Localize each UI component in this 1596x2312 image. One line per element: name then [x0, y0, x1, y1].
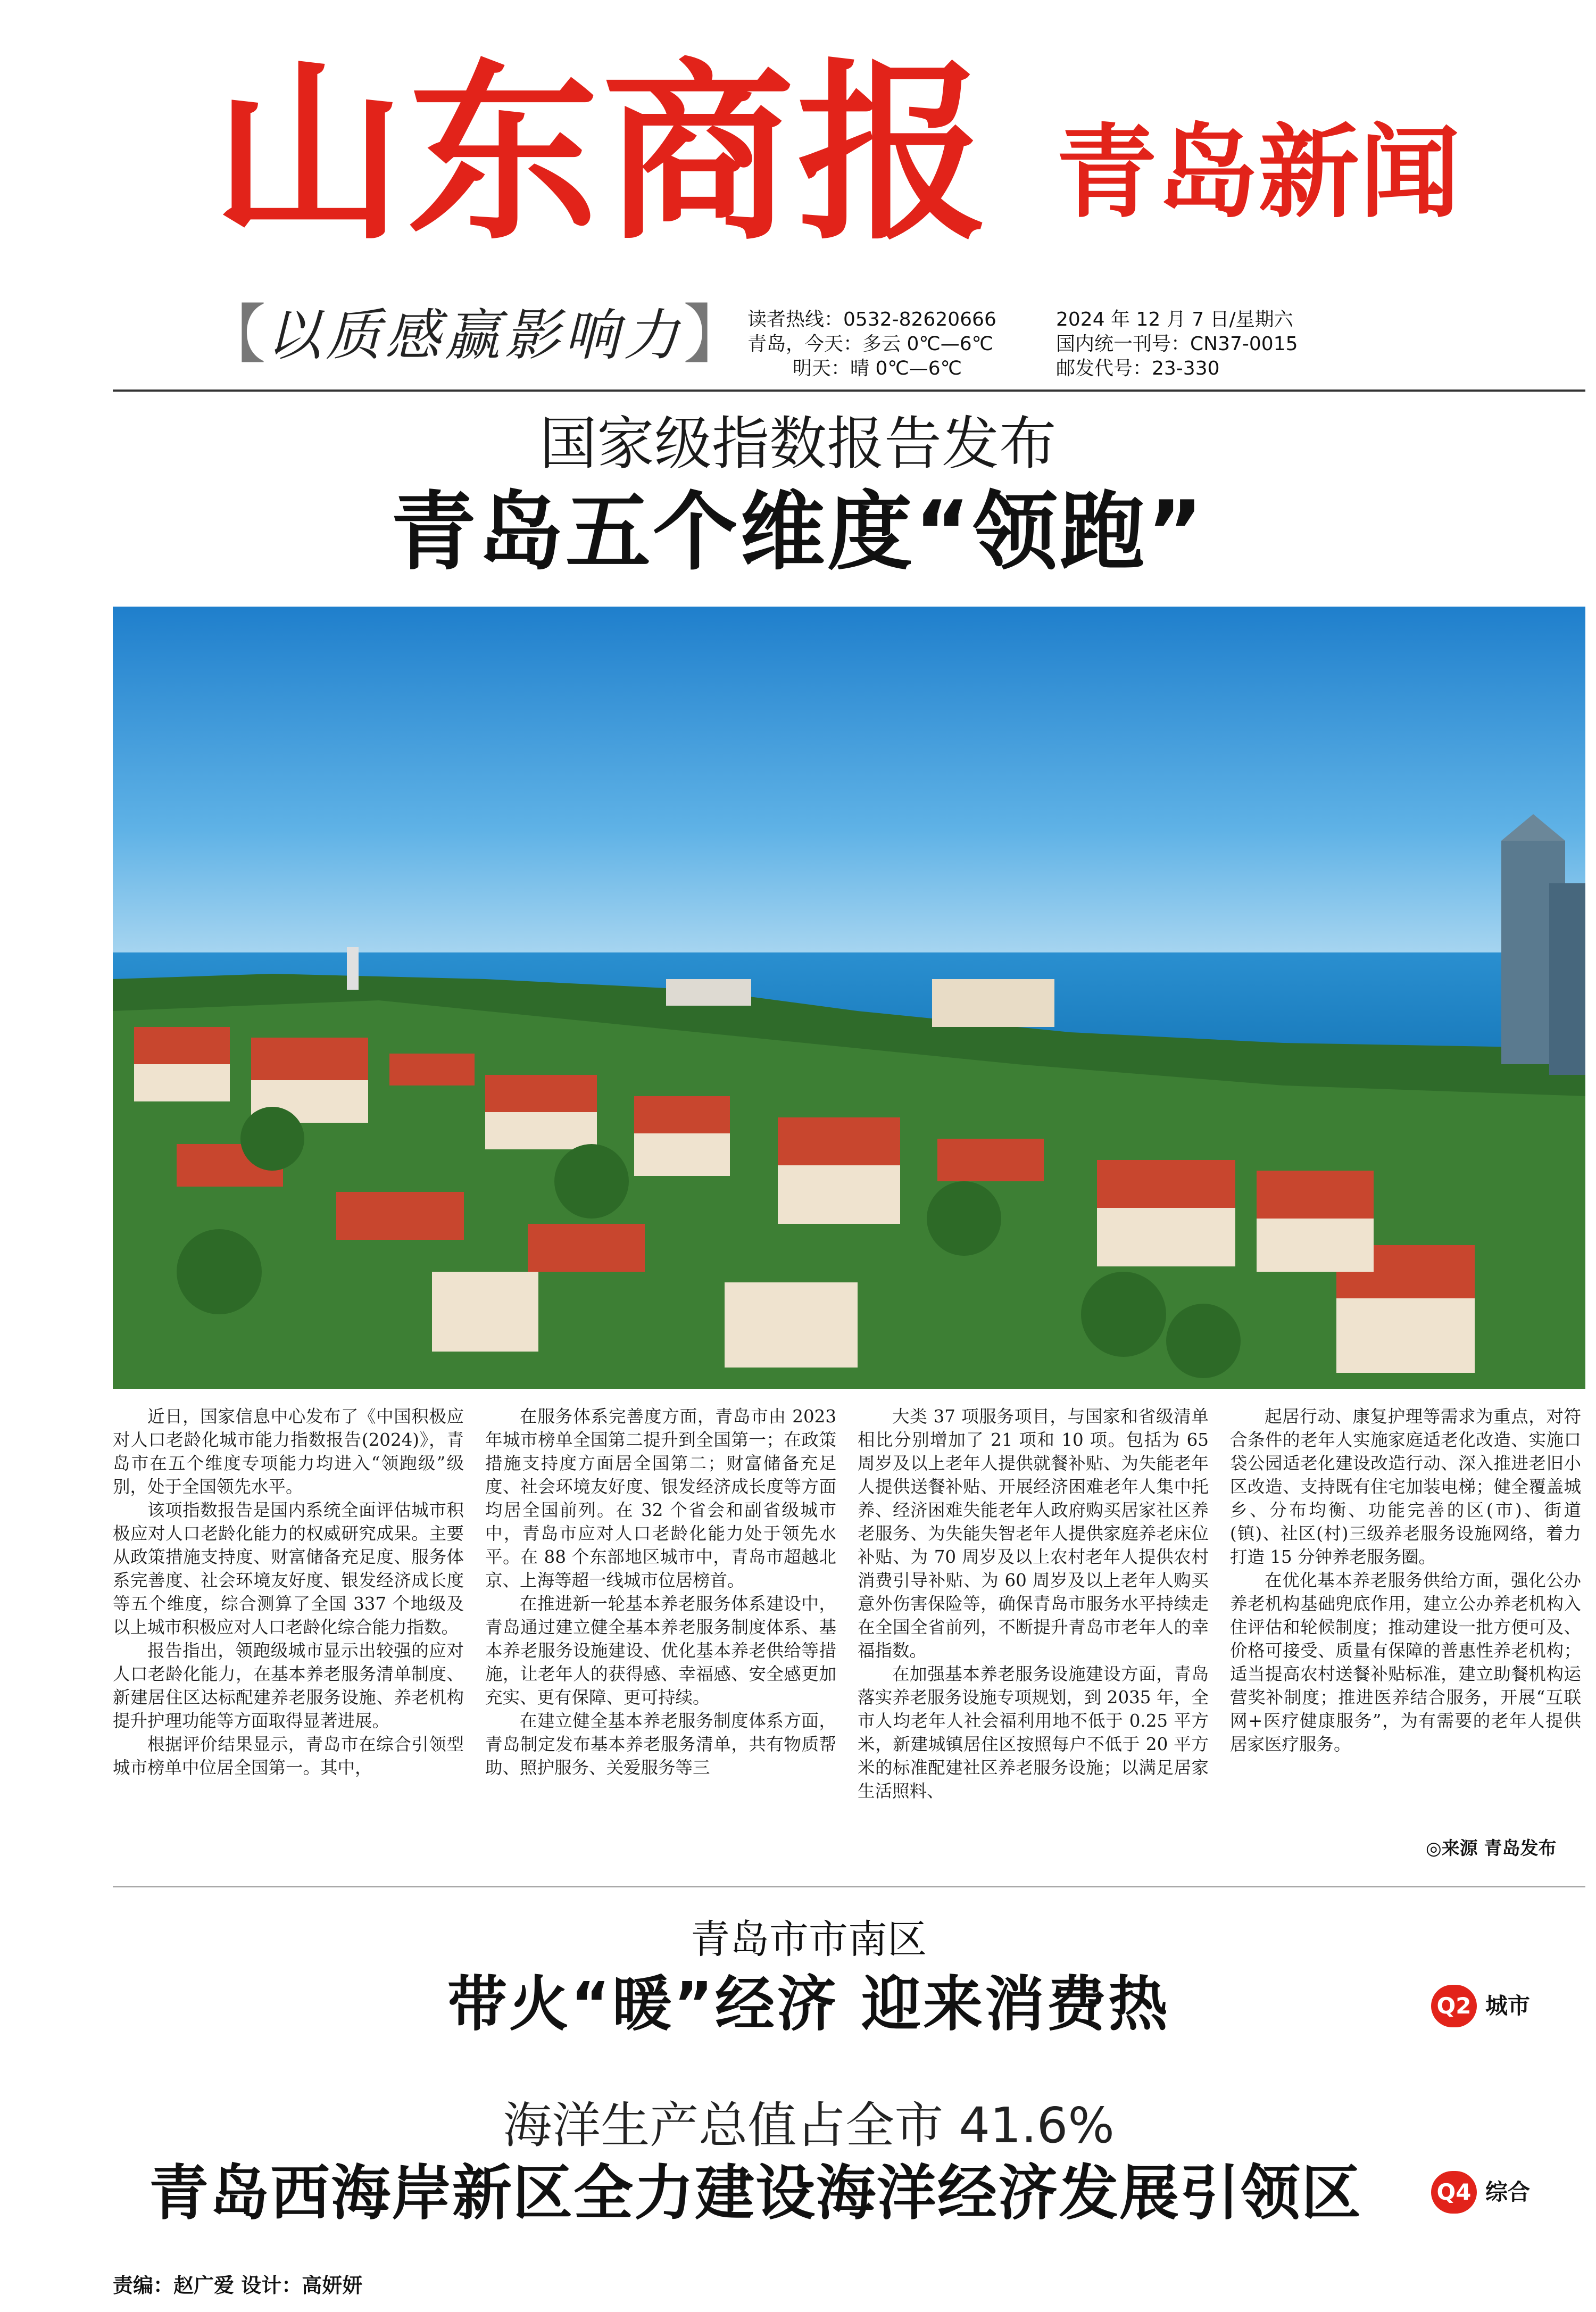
source-credit: ◎来源 青岛发布 [1426, 1838, 1557, 1859]
article-paragraph: 在推进新一轮基本养老服务体系建设中，青岛通过建立健全基本养老服务制度体系、基本养老服务设施建设、优化基本养老供给等措施，让老年人的获得感、幸福感、安全感更加充实、更有保障、更可持续。 [485, 1594, 836, 1708]
issn-code: 国内统一刊号：CN37-0015 [1056, 333, 1298, 355]
reader-hotline: 读者热线：0532-82620666 [747, 309, 996, 330]
article-column-2 [485, 1405, 836, 1884]
lead-kicker: 国家级指数报告发布 [539, 411, 1057, 477]
article-column-3 [858, 1405, 1209, 1884]
postal-code: 邮发代号：23-330 [1056, 358, 1220, 379]
article-paragraph: 在加强基本养老服务设施建设方面，青岛落实养老服务设施专项规划，到 2035 年，全市人均老年人社会福利用地不低于 0.25 平方米，新建城镇居住区按照每户不低于 20 平方米的标准配建社区养老服务设施；以满足居家生活照料、 [858, 1664, 1209, 1801]
teaser-2-kicker[interactable]: 海洋生产总值占全市 41.6% [503, 2097, 1115, 2154]
lead-photo [113, 607, 1585, 1389]
left-bracket-icon: 【 [202, 298, 266, 372]
section-label-general: 综合 [1485, 2179, 1531, 2205]
article-paragraph: 近日，国家信息中心发布了《中国积极应对人口老龄化城市能力指数报告(2024)》，青岛市在五个维度专项能力均进入“领跑级”级别，处于全国领先水平。 [113, 1406, 464, 1497]
article-paragraph: 在优化基本养老服务供给方面，强化公办养老机构基础兜底作用，建立公办养老机构入住评估和轮候制度；推动建设一批方便可及、价格可接受、质量有保障的普惠性养老机构；适当提高农村送餐补贴标准，建立助餐机构运营奖补制度；推进医养结合服务，开展“互联网+医疗健康服务”，为有需要的老年人提供居家医疗服务。 [1230, 1570, 1581, 1754]
article-paragraph: 根据评价结果显示，青岛市在综合引领型城市榜单中位居全国第一。其中， [113, 1734, 464, 1778]
masthead-title: 山东商报 [213, 43, 992, 266]
page-badge-q4[interactable]: Q4 [1431, 2171, 1477, 2214]
issue-date: 2024 年 12 月 7 日/星期六 [1056, 309, 1293, 330]
teaser-1-headline[interactable]: 带火“暖”经济 迎来消费热 [447, 1970, 1170, 2039]
weather-tomorrow: 明天：晴 0℃—6℃ [793, 358, 962, 379]
right-bracket-icon: 】 [683, 298, 747, 372]
article-paragraph: 在服务体系完善度方面，青岛市由 2023 年城市榜单全国第二提升到全国第一；在政策措施支持度方面居全国第二；财富储备充足度、社会环境友好度、银发经济成长度等方面均居全国前列。在 32 个省会和副省级城市中，青岛市应对人口老龄化能力处于领先水平。在 88 个东部地区城市中，青岛市超越北京、上海等超一线城市位居榜首。 [485, 1406, 836, 1590]
article-paragraph: 大类 37 项服务项目，与国家和省级清单相比分别增加了 21 项和 10 项。包括为 65 周岁及以上老年人提供就餐补贴、为失能老年人提供送餐补贴、开展经济困难老年人集中托养、经济困难失能老年人政府购买居家社区养老服务、为失能失智老年人提供家庭养老床位补贴、为 70 周岁及以上农村老年人提供农村消费引导补贴、为 60 周岁及以上老年人购买意外伤害保险等，确保青岛市服务水平持续走在全国全省前列，不断提升青岛市老年人的幸福指数。 [858, 1406, 1209, 1661]
motto-text: 以质感赢影响力 [266, 303, 684, 368]
weather-today: 青岛，今天：多云 0℃—6℃ [747, 333, 994, 355]
editor-credits: 责编：赵广爱 设计：高妍妍 [113, 2274, 363, 2297]
section-label-city: 城市 [1485, 1993, 1531, 2019]
section-divider [113, 1886, 1585, 1887]
lead-headline: 青岛五个维度“领跑” [390, 482, 1206, 582]
masthead-divider [113, 390, 1585, 392]
article-paragraph: 报告指出，领跑级城市显示出较强的应对人口老龄化能力，在基本养老服务清单制度、新建居住区达标配建养老服务设施、养老机构提升护理功能等方面取得显著进展。 [113, 1640, 464, 1731]
masthead-edition: 青岛新闻 [1056, 114, 1461, 231]
motto-box [202, 298, 747, 372]
page-badge-q2[interactable]: Q2 [1431, 1985, 1477, 2027]
article-paragraph: 该项指数报告是国内系统全面评估城市积极应对人口老龄化能力的权威研究成果。主要从政策措施支持度、财富储备充足度、服务体系完善度、社会环境友好度、银发经济成长度等五个维度，综合测算了全国 337 个地级及以上城市积极应对人口老龄化综合能力指数。 [113, 1500, 464, 1637]
article-paragraph: 起居行动、康复护理等需求为重点，对符合条件的老年人实施家庭适老化改造、实施口袋公园适老化建设改造行动、深入推进老旧小区改造、支持既有住宅加装电梯；健全覆盖城乡、分布均衡、功能完善的区(市)、街道(镇)、社区(村)三级养老服务设施网络，着力打造 15 分钟养老服务圈。 [1230, 1406, 1581, 1567]
article-paragraph: 在建立健全基本养老服务制度体系方面，青岛制定发布基本养老服务清单，共有物质帮助、照护服务、关爱服务等三 [485, 1711, 836, 1778]
teaser-2-headline[interactable]: 青岛西海岸新区全力建设海洋经济发展引领区 [149, 2159, 1362, 2228]
article-column-4 [1230, 1405, 1581, 1830]
teaser-1-kicker[interactable]: 青岛市市南区 [691, 1917, 927, 1962]
article-column-1 [113, 1405, 464, 1884]
